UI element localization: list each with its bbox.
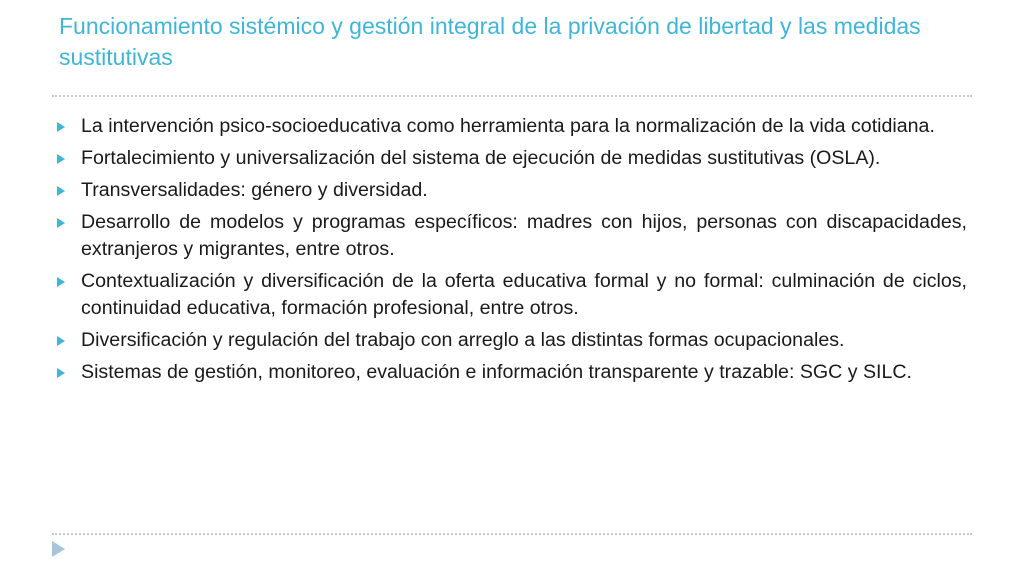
triangle-right-icon bbox=[57, 154, 65, 164]
triangle-right-icon bbox=[57, 218, 65, 228]
triangle-right-icon bbox=[57, 336, 65, 346]
next-slide-arrow-icon[interactable] bbox=[52, 541, 65, 557]
bullet-text: Contextualización y diversificación de la oferta educativa formal y no formal: culminación de ciclos, continuidad educativa, formación profesional, entre otros. bbox=[81, 270, 967, 319]
bullet-text: Transversalidades: género y diversidad. bbox=[81, 179, 428, 201]
title-divider bbox=[52, 95, 972, 97]
bullet-text: Desarrollo de modelos y programas específicos: madres con hijos, personas con discapacidades, extranjeros y migrantes, entre otros. bbox=[81, 211, 967, 260]
bullet-item bbox=[52, 327, 967, 354]
bullet-item bbox=[52, 177, 967, 204]
bullet-item bbox=[52, 209, 967, 263]
bullet-item bbox=[52, 268, 967, 322]
bullet-text: Fortalecimiento y universalización del sistema de ejecución de medidas sustitutivas (OSLA). bbox=[81, 147, 881, 169]
bullet-item bbox=[52, 359, 967, 386]
triangle-right-icon bbox=[57, 277, 65, 287]
bullet-item bbox=[52, 113, 967, 140]
bullet-text: La intervención psico-socioeducativa como herramienta para la normalización de la vida cotidiana. bbox=[81, 115, 935, 137]
bullet-item bbox=[52, 145, 967, 172]
footer-divider bbox=[52, 533, 972, 535]
triangle-right-icon bbox=[57, 122, 65, 132]
bullet-text: Diversificación y regulación del trabajo con arreglo a las distintas formas ocupacionales. bbox=[81, 329, 845, 351]
triangle-right-icon bbox=[57, 186, 65, 196]
slide-title: Funcionamiento sistémico y gestión integral de la privación de libertad y las medidas sustitutivas bbox=[59, 13, 921, 70]
bullet-list bbox=[52, 113, 967, 391]
triangle-right-icon bbox=[57, 368, 65, 378]
bullet-text: Sistemas de gestión, monitoreo, evaluación e información transparente y trazable: SGC y SILC. bbox=[81, 361, 912, 383]
